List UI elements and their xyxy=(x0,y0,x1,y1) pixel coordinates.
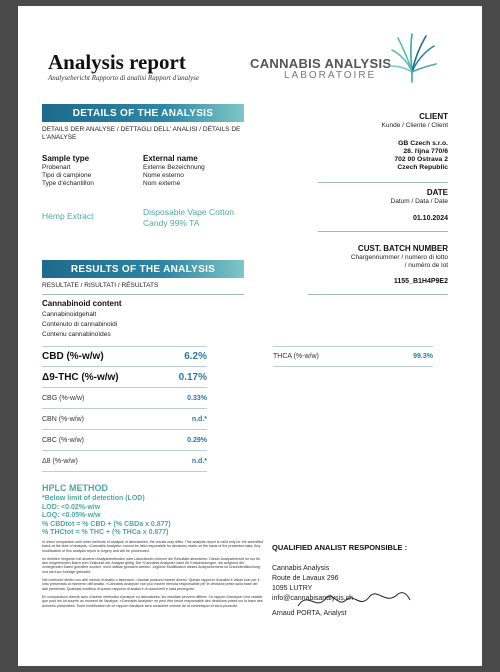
sample-type-value: Hemp Extract xyxy=(42,211,94,221)
client-line-4: Czech Republic xyxy=(397,164,448,171)
lab-brand: CANNABIS ANALYSIS xyxy=(250,56,392,71)
result-row-cbg xyxy=(42,388,207,409)
result-row-d9thc xyxy=(42,367,207,388)
external-name-trans-de: Externe Bezeichnung xyxy=(143,164,205,171)
external-name-trans-it: Nome esterno xyxy=(143,172,184,179)
batch-divider xyxy=(308,294,448,295)
details-bar: DETAILS OF THE ANALYSIS xyxy=(42,104,244,122)
disclaimer-en: In direct comparison with other methods of analysis or laboratories, the results may differ. This analysis report is valid only for the submitted batch at the time of analysis. «Cannabis Analysis» cannot be held responsible for decisions made on the basis of the presented data. Any modification of this analysis report is forgery and will be prosecuted. xyxy=(42,540,264,553)
result-name: CBD (%-w/w) xyxy=(42,351,104,362)
results-bar: RESULTS OF THE ANALYSIS xyxy=(42,260,244,278)
results-table xyxy=(42,346,207,472)
sample-type-trans-de: Probenart xyxy=(42,164,71,171)
method-line-1: *Below limit of detection (LOD) xyxy=(42,495,145,502)
external-name-value: Disposable Vape Cotton Candy 99% TA xyxy=(143,207,235,228)
batch-trans-1: Chargennummer / numero di lotto xyxy=(350,254,448,261)
analyst-signature: Arnaud PORTA, Analyst xyxy=(272,610,347,617)
disclaimer-de: Im direkten Vergleich mit anderen Analysemethoden oder Laboratorien können die Resultate abweichen. Dieser Analysebericht ist nur für den eingereichten Batch zum Zeitpunkt der Analyse gültig. Die «Cannabis Analysis» kann für Entscheidungen, die aufgrund der vorliegenden Daten getroffen wurden, nicht haftbar gemacht werden. Jegliche Modifikation dieses Analyseberichts ist Urkundenfälschung und wird zur Anzeige gebracht. xyxy=(42,556,261,574)
result-value: n.d.* xyxy=(191,415,207,423)
content-trans-it: Contenuto di cannabinoidi xyxy=(42,321,118,328)
disclaimer xyxy=(42,540,264,608)
details-translations: DETAILS DER ANALYSE / DETTAGLI DELL' ANALISI / DÉTAILS DE L'ANALYSE xyxy=(42,126,241,141)
method-line-3: LOQ: <0.05%-w/w xyxy=(42,512,101,520)
cannabis-leaf-logo-icon xyxy=(388,32,438,84)
result-name: CBC (%-w/w) xyxy=(42,436,84,444)
client-line-3: 702 00 Ostrava 2 xyxy=(394,156,448,163)
analyst-line-2: Route de Lavaux 296 xyxy=(272,575,339,582)
method-title: HPLC METHOD xyxy=(42,483,108,493)
disclaimer-fr: En comparaison directe avec d'autres méthodes d'analyse ou laboratoires, les résultats peuvent différer. Ce rapport d'analyse n'est valable que pour les lot soumis au moment de l'analyse. «Cannabis Analysis» ne peut être tenue responsable des décisions prises sur la base des données présentées. Toute modification de ce rapport d'analyse sera considéré comme de la contrefaçon et sera poursuivi. xyxy=(42,594,263,608)
analyst-title: QUALIFIED ANALIST RESPONSIBLE : xyxy=(272,543,408,552)
client-line-1: GB Czech s.r.o. xyxy=(398,140,448,147)
analyst-line-4: info@cannabisanalysis.ch xyxy=(272,595,354,602)
report-subtitle: Analysebericht Rapporto di analisi Rapport d'analyse xyxy=(48,74,200,82)
report-page xyxy=(18,6,482,666)
result-value: 0.33% xyxy=(187,394,207,402)
results-translations: RESULTATE / RISULTATI / RÉSULTATS xyxy=(42,282,159,289)
result-row-d8 xyxy=(42,451,207,472)
date-trans: Datum / Data / Date xyxy=(390,198,448,205)
analyst-line-3: 1095 LUTRY xyxy=(272,585,313,592)
method-line-4: % CBDtot = % CBD + (% CBDa x 0.877) xyxy=(42,520,171,528)
report-title: Analysis report xyxy=(48,50,186,74)
client-trans: Kunde / Cliente / Client xyxy=(381,122,448,129)
external-name-label: External name xyxy=(143,154,198,163)
content-trans-de: Cannabinoidgehalt xyxy=(42,311,97,318)
disclaimer-it: Nel confronto diretto con altri metodi di analisi o laboratori, i risultati possono essere diversi. Questo rapporto di analisi è valido solo per il lotto presentato al momento dell'analisi. «Cannabis Analysis» non può essere ritenuta responsabile per le decisioni prese sulla base dei dati presentati. Qualsiasi modifica di questo rapporto di analisi è di documenti e sarà perseguito. xyxy=(42,578,260,591)
method-line-2: LOD: <0.02%-w/w xyxy=(42,503,101,511)
external-name-trans-fr: Nom externe xyxy=(143,180,181,187)
result-value: 0.17% xyxy=(178,371,207,383)
result-name: CBG (%-w/w) xyxy=(42,394,85,402)
result-name: Δ9-THC (%-w/w) xyxy=(42,371,119,383)
result-name: Δ8 (%-w/w) xyxy=(42,457,78,465)
method-line-5: % THCtot = % THC + (% THCa x 0.877) xyxy=(42,529,169,537)
result-name: CBN (%-w/w) xyxy=(42,415,84,423)
result-value: 6.2% xyxy=(184,351,207,362)
content-trans-fr: Contenu cannabinoïdes xyxy=(42,331,111,338)
result-value: 0.29% xyxy=(187,436,207,444)
client-label: CLIENT xyxy=(419,112,448,121)
sample-type-trans-it: Tipo di campione xyxy=(42,172,92,179)
analyst-line-1: Cannabis Analysis xyxy=(272,565,330,572)
result-row-thca xyxy=(273,346,433,367)
result-value: n.d.* xyxy=(191,457,207,465)
sample-type-trans-fr: Type d'échantillon xyxy=(42,180,94,187)
sample-type-label: Sample type xyxy=(42,154,90,163)
date-divider xyxy=(318,231,448,232)
content-label: Cannabinoid content xyxy=(42,299,122,308)
client-address xyxy=(318,140,448,172)
date-label: DATE xyxy=(426,188,448,197)
result-row-cbd xyxy=(42,346,207,367)
batch-value: 1155_B1H4P9E2 xyxy=(393,278,448,285)
thca-name: THCA (%-w/w) xyxy=(273,353,319,360)
lab-brand-sub: LABORATOIRE xyxy=(284,70,377,81)
client-divider xyxy=(318,182,448,183)
batch-trans-2: / numéro de lot xyxy=(404,262,448,269)
client-line-2: 28. října 770/6 xyxy=(403,148,448,155)
result-row-cbc xyxy=(42,430,207,451)
results-divider xyxy=(42,294,244,295)
thca-value: 99.3% xyxy=(413,353,433,360)
batch-label: CUST. BATCH NUMBER xyxy=(357,244,448,253)
date-value: 01.10.2024 xyxy=(412,215,448,222)
result-row-cbn xyxy=(42,409,207,430)
method-lines xyxy=(42,495,171,538)
